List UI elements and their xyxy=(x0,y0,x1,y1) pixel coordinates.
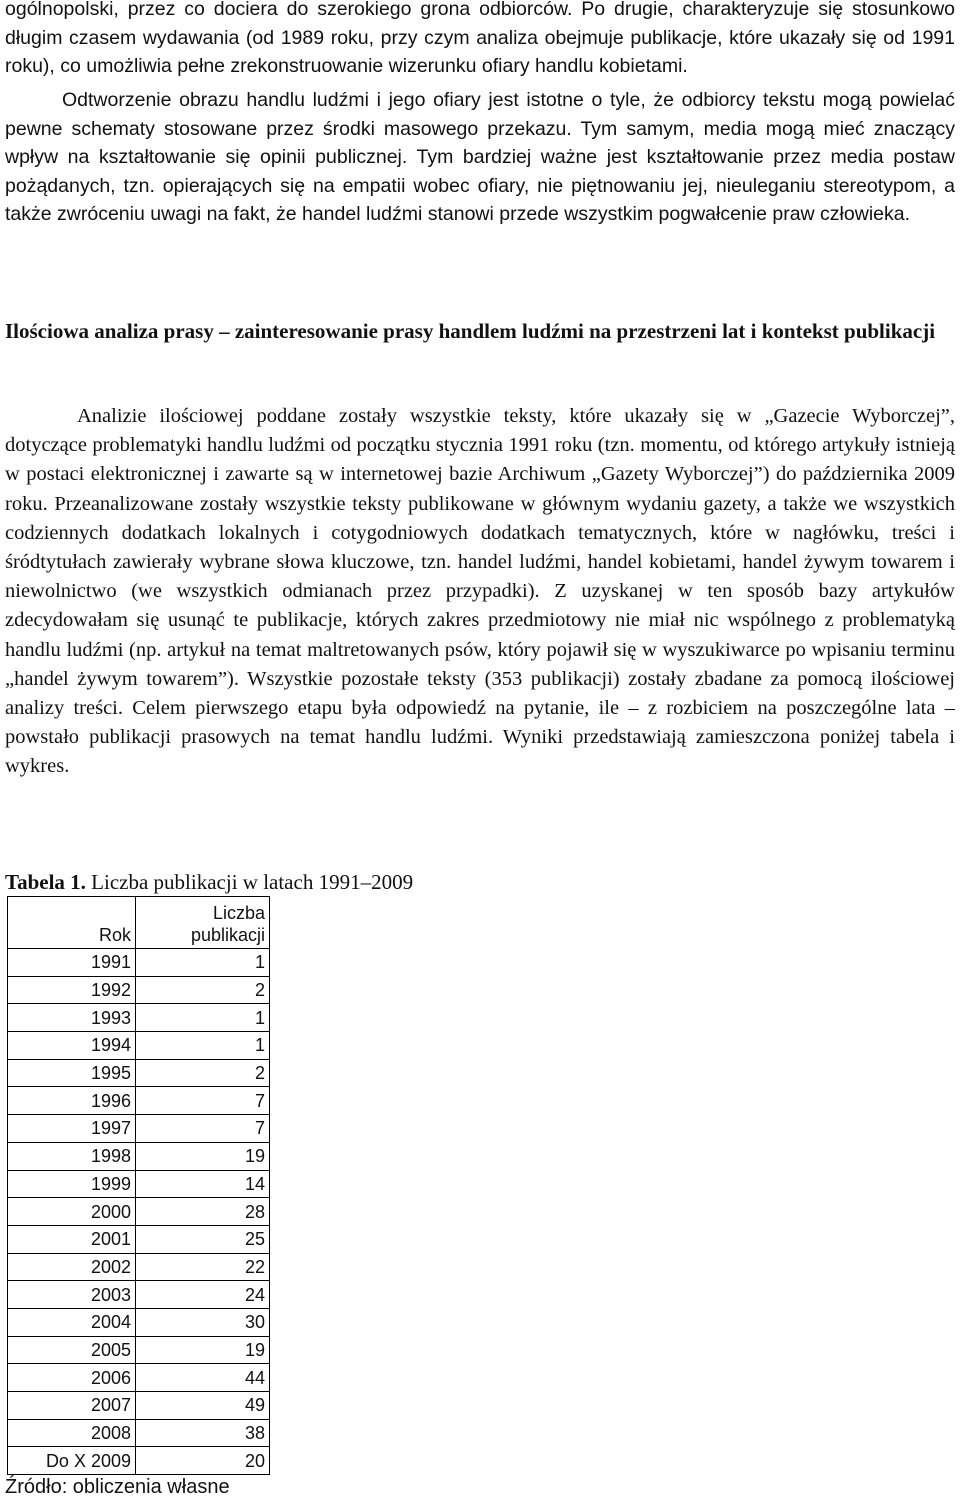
cell-year: 1993 xyxy=(8,1004,136,1032)
table-row xyxy=(8,1087,270,1115)
cell-count: 7 xyxy=(136,1087,270,1115)
cell-count: 24 xyxy=(136,1281,270,1309)
cell-count: 25 xyxy=(136,1225,270,1253)
table-row xyxy=(8,1447,270,1475)
publications-table xyxy=(7,896,270,1475)
header-rok: Rok xyxy=(8,897,136,949)
cell-year: 2004 xyxy=(8,1308,136,1336)
table-row xyxy=(8,1253,270,1281)
cell-year: Do X 2009 xyxy=(8,1447,136,1475)
cell-count: 49 xyxy=(136,1392,270,1420)
table-caption xyxy=(5,868,413,896)
table-row xyxy=(8,1198,270,1226)
paragraph-intro: ogólnopolski, przez co dociera do szerokiego grona odbiorców. Po drugie, charakteryzuje się stosunkowo długim czasem wydawania (od 1989 roku, przy czym analiza obejmuje publikacje, które ukazały się od 1991 roku), co umożliwia pełne zrekonstruowanie wizerunku ofiary handlu kobietami. xyxy=(5,0,955,78)
cell-year: 2008 xyxy=(8,1419,136,1447)
cell-count: 7 xyxy=(136,1115,270,1143)
table-row xyxy=(8,976,270,1004)
paragraph-quantitative-analysis: Analizie ilościowej poddane zostały wszystkie teksty, które ukazały się w „Gazecie Wyborczej”, dotyczące problematyki handlu ludźmi od początku stycznia 1991 roku (tzn. momentu, od którego artykuły istnieją w postaci elektronicznej i zawarte są w internetowej bazie Archiwum „Gazety Wyborczej”) do października 2009 roku. Przeanalizowane zostały wszystkie teksty publikowane w głównym wydaniu gazety, a także we wszystkich codziennych dodatkach lokalnych i cotygodniowych dodatkach tematycznych, które w nagłówku, treści i śródtytułach zawierały wybrane słowa kluczowe, tzn. handel ludźmi, handel kobietami, handel żywym towarem i niewolnictwo (we wszystkich odmianach przez przypadki). Z uzyskanej w ten sposób bazy artykułów zdecydowałam się usunąć te publikacje, których zakres przedmiotowy nie miał nic wspólnego z problematyką handlu ludźmi (np. artykuł na temat maltretowanych psów, który pojawił się w wyszukiwarce po wpisaniu terminu „handel żywym towarem”). Wszystkie pozostałe teksty (353 publikacji) zostały zbadane za pomocą ilościowej analizy treści. Celem pierwszego etapu była odpowiedź na pytanie, ile – z rozbiciem na poszczególne lata – powstało publikacji prasowych na temat handlu ludźmi. Wyniki przedstawiają zamieszczona poniżej tabela i wykres. xyxy=(5,405,955,778)
cell-year: 1992 xyxy=(8,976,136,1004)
cell-count: 30 xyxy=(136,1308,270,1336)
table-row xyxy=(8,1308,270,1336)
cell-year: 1994 xyxy=(8,1032,136,1060)
table-row xyxy=(8,1032,270,1060)
cell-year: 1999 xyxy=(8,1170,136,1198)
cell-count: 28 xyxy=(136,1198,270,1226)
table-row xyxy=(8,1281,270,1309)
cell-year: 1998 xyxy=(8,1142,136,1170)
cell-count: 1 xyxy=(136,949,270,977)
cell-year: 2002 xyxy=(8,1253,136,1281)
cell-year: 2003 xyxy=(8,1281,136,1309)
cell-year: 1997 xyxy=(8,1115,136,1143)
cell-year: 2000 xyxy=(8,1198,136,1226)
cell-year: 1991 xyxy=(8,949,136,977)
section-heading: Ilościowa analiza prasy – zainteresowanie prasy handlem ludźmi na przestrzeni lat i kontekst publikacji xyxy=(5,319,936,343)
cell-year: 2001 xyxy=(8,1225,136,1253)
cell-year: 2006 xyxy=(8,1364,136,1392)
table-row xyxy=(8,1059,270,1087)
cell-count: 20 xyxy=(136,1447,270,1475)
cell-year: 1996 xyxy=(8,1087,136,1115)
cell-count: 2 xyxy=(136,976,270,1004)
cell-count: 1 xyxy=(136,1032,270,1060)
header-liczba-publikacji xyxy=(136,897,270,949)
table-row xyxy=(8,1115,270,1143)
cell-count: 14 xyxy=(136,1170,270,1198)
cell-count: 2 xyxy=(136,1059,270,1087)
table-row xyxy=(8,1392,270,1420)
paragraph-media-influence: Odtworzenie obrazu handlu ludźmi i jego ofiary jest istotne o tyle, że odbiorcy tekstu mogą powielać pewne schematy stosowane przez środki masowego przekazu. Tym samym, media mogą mieć znaczący wpływ na kształtowanie się opinii publicznej. Tym bardziej ważne jest kształtowanie przez media postaw pożądanych, tzn. opierających się na empatii wobec ofiary, nie piętnowaniu jej, nieuleganiu stereotypom, a także zwróceniu uwagi na fakt, że handel ludźmi stanowi przede wszystkim pogwałcenie praw człowieka. xyxy=(5,89,955,226)
table-caption-text: Liczba publikacji w latach 1991–2009 xyxy=(85,870,414,894)
cell-count: 19 xyxy=(136,1142,270,1170)
cell-count: 38 xyxy=(136,1419,270,1447)
header-liczba-line2: publikacji xyxy=(190,925,265,945)
cell-count: 1 xyxy=(136,1004,270,1032)
table-row xyxy=(8,1364,270,1392)
table-row xyxy=(8,1225,270,1253)
table-row xyxy=(8,1142,270,1170)
cell-count: 44 xyxy=(136,1364,270,1392)
header-liczba-line1: Liczba xyxy=(212,903,265,923)
cell-year: 2005 xyxy=(8,1336,136,1364)
table-row xyxy=(8,949,270,977)
table-row xyxy=(8,1004,270,1032)
cell-year: 1995 xyxy=(8,1059,136,1087)
table-source: Źródło: obliczenia własne xyxy=(5,1476,230,1498)
cell-year: 2007 xyxy=(8,1392,136,1420)
cell-count: 19 xyxy=(136,1336,270,1364)
table-row xyxy=(8,1336,270,1364)
cell-count: 22 xyxy=(136,1253,270,1281)
table-body xyxy=(8,949,270,1475)
table-row xyxy=(8,1170,270,1198)
table-row xyxy=(8,1419,270,1447)
table-header-row xyxy=(8,897,270,949)
table-caption-label: Tabela 1. xyxy=(5,870,86,894)
